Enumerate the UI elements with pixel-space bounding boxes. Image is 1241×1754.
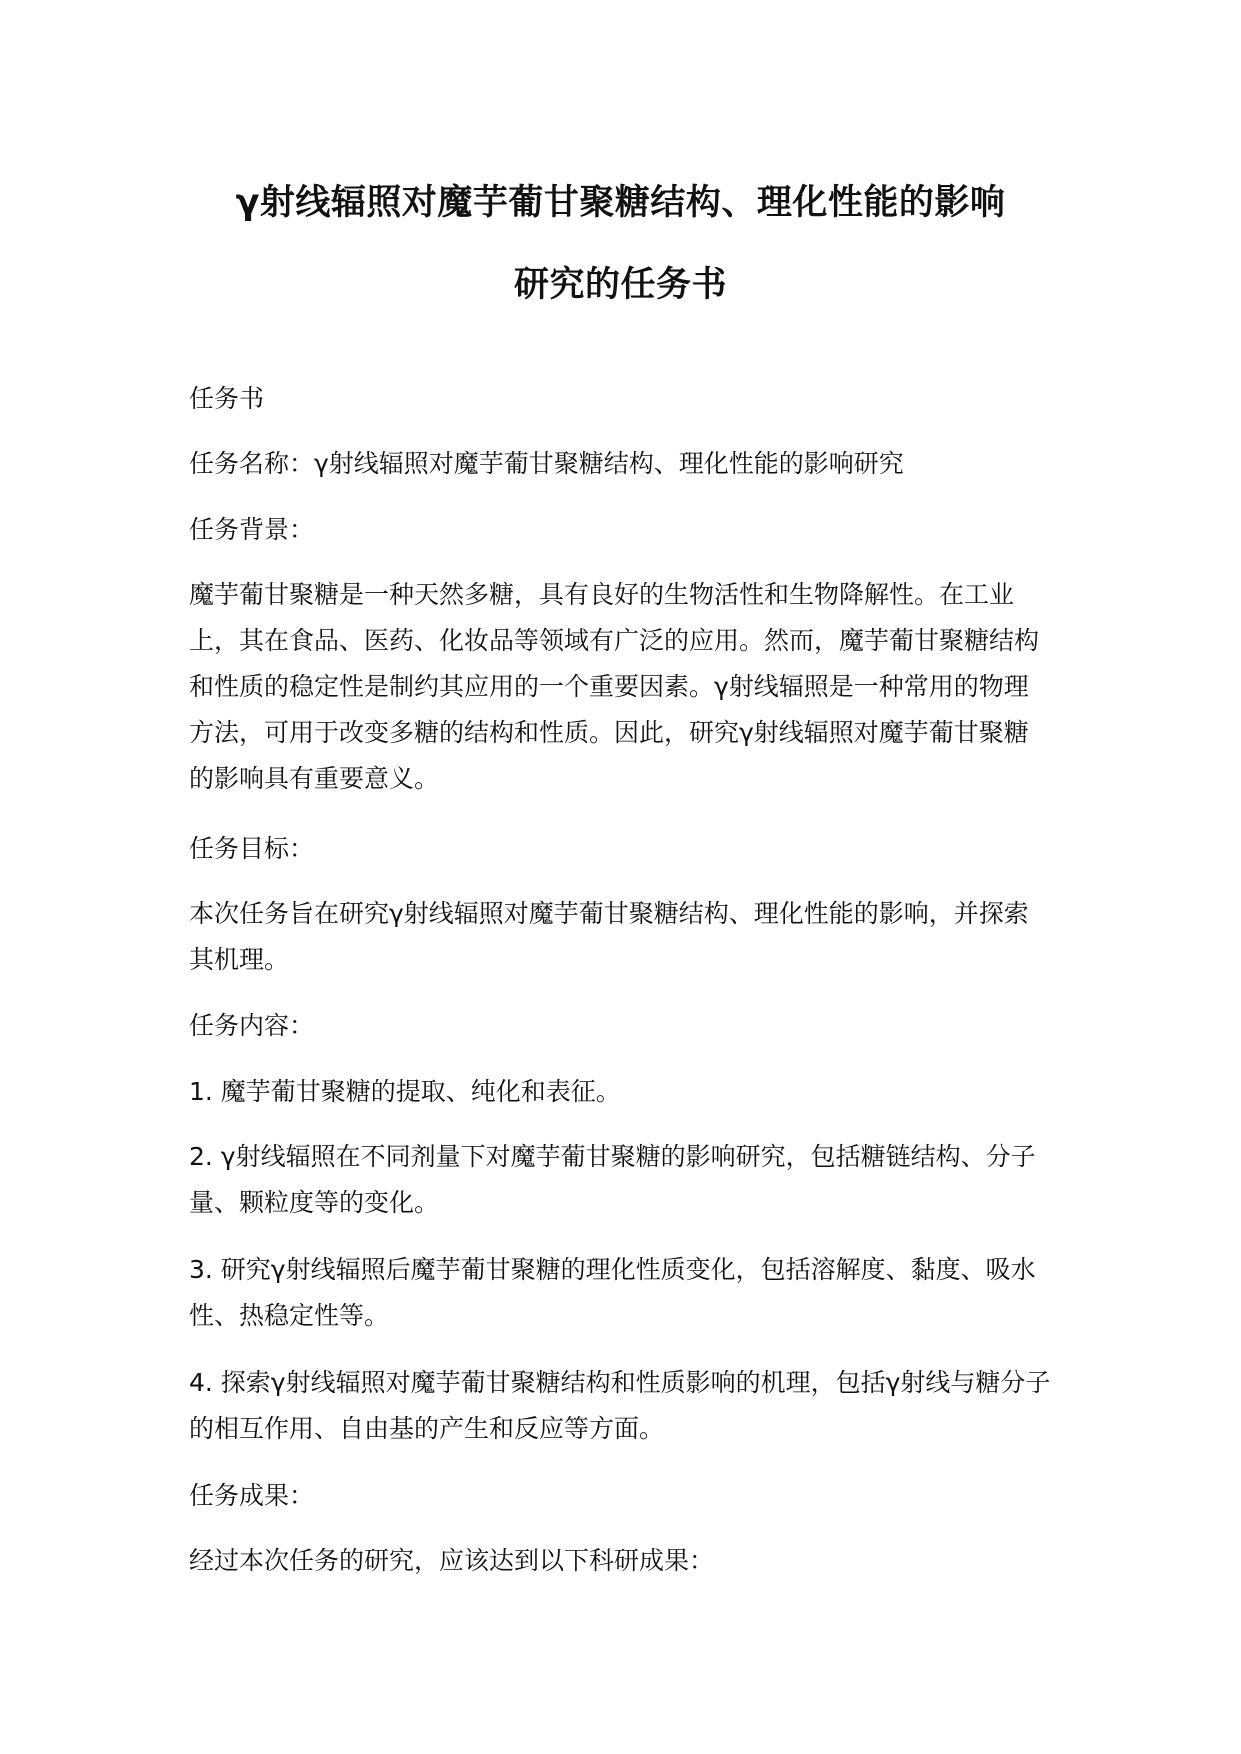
section-heading-goal: 任务目标：: [189, 834, 315, 863]
task-name-paragraph: 任务名称：γ射线辐照对魔芋葡甘聚糖结构、理化性能的影响研究: [189, 449, 904, 478]
section-heading-content: 任务内容：: [189, 1011, 315, 1040]
results-paragraph: 经过本次任务的研究，应该达到以下科研成果：: [189, 1546, 715, 1575]
content-item-3: 3. 研究γ射线辐照后魔芋葡甘聚糖的理化性质变化，包括溶解度、黏度、吸水性、热稳定性等。: [189, 1255, 1036, 1330]
background-paragraph: 魔芋葡甘聚糖是一种天然多糖，具有良好的生物活性和生物降解性。在工业上，其在食品、医药、化妆品等领域有广泛的应用。然而，魔芋葡甘聚糖结构和性质的稳定性是制约其应用的一个重要因素。γ射线辐照是一种常用的物理方法，可用于改变多糖的结构和性质。因此，研究γ射线辐照对魔芋葡甘聚糖的影响具有重要意义。: [189, 580, 1040, 793]
document-title-line-2: 研究的任务书: [513, 265, 727, 305]
content-item-4: 4. 探索γ射线辐照对魔芋葡甘聚糖结构和性质影响的机理，包括γ射线与糖分子的相互作用、自由基的产生和反应等方面。: [189, 1368, 1051, 1443]
section-heading-task-book: 任务书: [189, 384, 265, 413]
content-item-1: 1. 魔芋葡甘聚糖的提取、纯化和表征。: [189, 1077, 621, 1106]
goal-paragraph: 本次任务旨在研究γ射线辐照对魔芋葡甘聚糖结构、理化性能的影响，并探索其机理。: [189, 899, 1029, 974]
content-item-2: 2. γ射线辐照在不同剂量下对魔芋葡甘聚糖的影响研究，包括糖链结构、分子量、颗粒度等的变化。: [189, 1142, 1036, 1217]
section-heading-background: 任务背景：: [189, 515, 315, 544]
document-title-line-1: γ射线辐照对魔芋葡甘聚糖结构、理化性能的影响: [235, 183, 1006, 223]
section-heading-results: 任务成果：: [189, 1481, 315, 1510]
